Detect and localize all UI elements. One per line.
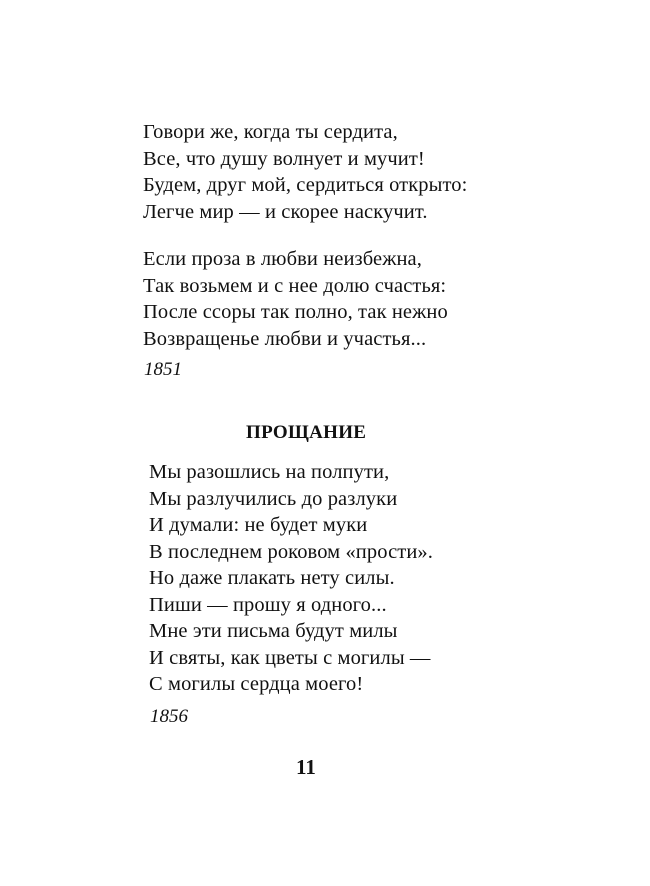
- poem-line: В последнем роковом «прости».: [149, 540, 433, 563]
- poem-line: Мы разлучились до разлуки: [149, 487, 398, 510]
- poem-line: После ссоры так полно, так нежно: [143, 301, 448, 323]
- poem-line: Все, что душу волнует и мучит!: [143, 147, 425, 170]
- poem2-date: 1856: [150, 706, 188, 727]
- poem-line: Так возьмем и с нее долю счастья:: [143, 274, 447, 297]
- poem1-stanza2: [143, 246, 448, 352]
- poem-line: Если проза в любви неизбежна,: [143, 248, 422, 270]
- poem-line: Возвращенье любви и участья...: [143, 327, 427, 350]
- poem-line: С могилы сердца моего!: [149, 673, 364, 695]
- poem-line: Мне эти письма будут милы: [149, 620, 398, 642]
- poem-line: Но даже плакать нету силы.: [149, 567, 395, 589]
- poem-line: И думали: не будет муки: [149, 514, 368, 536]
- poem-line: Мы разошлись на полпути,: [149, 461, 390, 483]
- poem2-stanza: [149, 459, 433, 698]
- poem-line: Пиши — прошу я одного...: [149, 593, 387, 616]
- poem-line: И святы, как цветы с могилы —: [149, 646, 431, 669]
- page-number: 11: [296, 755, 316, 779]
- poem-line: Легче мир — и скорее наскучит.: [143, 200, 428, 223]
- poem1-stanza1: [143, 119, 467, 225]
- poem-line: Говори же, когда ты сердита,: [143, 121, 398, 143]
- poem1-date: 1851: [144, 359, 182, 380]
- poem2-title: ПРОЩАНИЕ: [246, 422, 367, 443]
- poem-line: Будем, друг мой, сердиться открыто:: [143, 174, 468, 196]
